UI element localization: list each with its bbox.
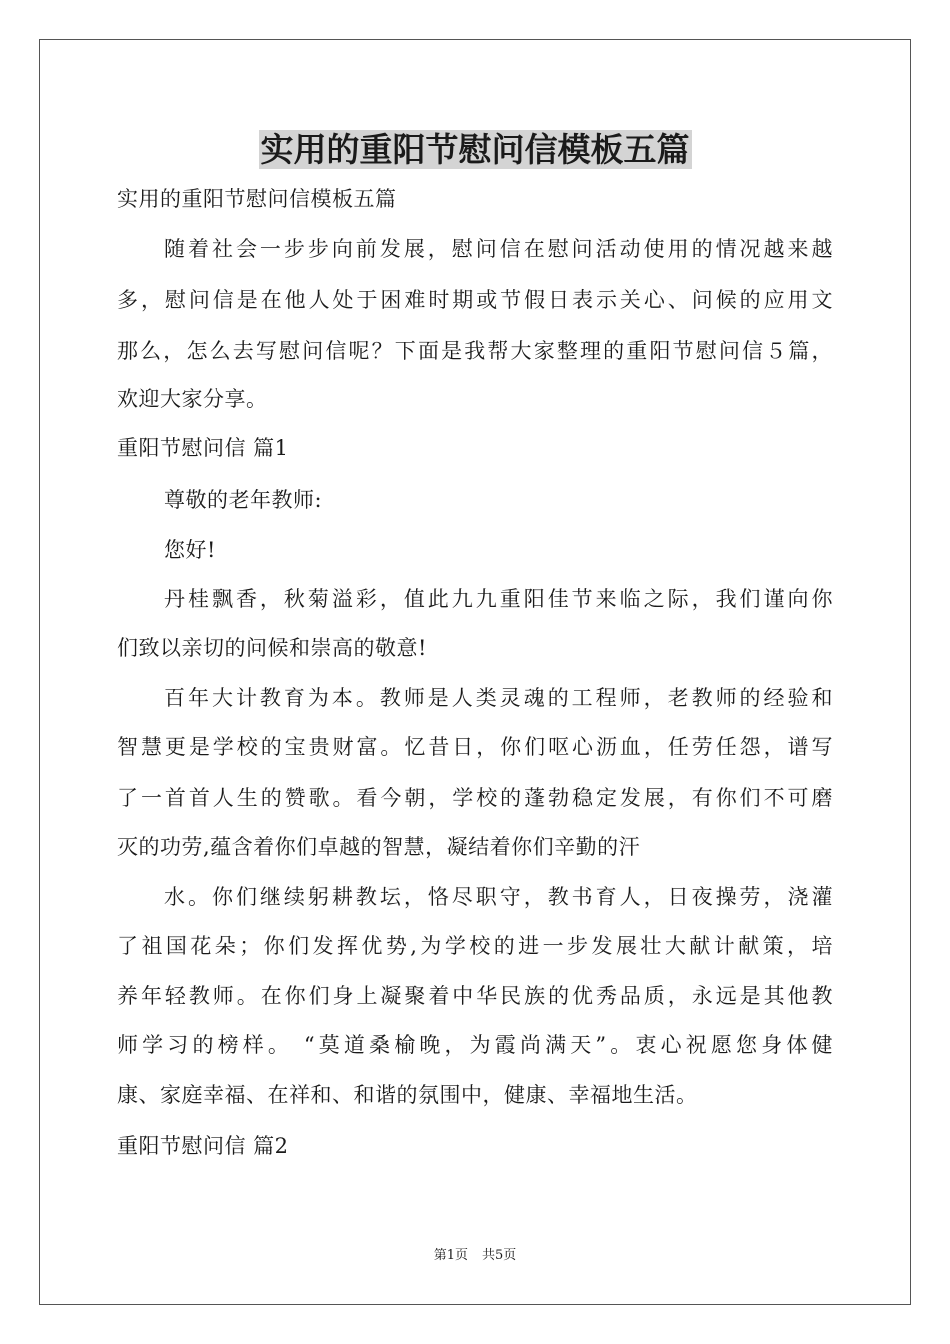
- body-line: 们致以亲切的问候和崇高的敬意!: [117, 636, 427, 660]
- section-heading: 重阳节慰问信 篇2: [117, 1134, 289, 1158]
- salutation: 尊敬的老年教师:: [164, 488, 323, 512]
- page-border: [39, 39, 911, 1305]
- body-line: 康、家庭幸福、在祥和、和谐的氛围中，健康、幸福地生活。: [117, 1083, 698, 1107]
- page-number: 第1页: [433, 1248, 468, 1263]
- body-line: 多，慰问信是在他人处于困难时期或节假日表示关心、问候的应用文: [117, 288, 833, 312]
- body-line: 欢迎大家分享。: [117, 387, 268, 411]
- document-title: 实用的重阳节慰问信模板五篇: [260, 130, 690, 169]
- body-line: 那么，怎么去写慰问信呢？下面是我帮大家整理的重阳节慰问信５篇，: [117, 339, 833, 363]
- body-line: 丹桂飘香，秋菊溢彩，值此九九重阳佳节来临之际，我们谨向你: [164, 587, 833, 611]
- greeting: 您好!: [164, 538, 216, 562]
- body-line: 灭的功劳,蕴含着你们卓越的智慧，凝结着你们辛勤的汗: [117, 835, 641, 859]
- body-line: 水。你们继续躬耕教坛，恪尽职守，教书育人，日夜操劳，浇灌: [164, 885, 833, 909]
- body-line: 随着社会一步步向前发展，慰问信在慰问活动使用的情况越来越: [164, 237, 833, 261]
- body-line: 养年轻教师。在你们身上凝聚着中华民族的优秀品质，永远是其他教: [117, 984, 833, 1008]
- body-line: 百年大计教育为本。教师是人类灵魂的工程师，老教师的经验和: [164, 686, 833, 710]
- body-line: 了祖国花朵；你们发挥优势,为学校的进一步发展壮大献计献策，培: [117, 934, 833, 958]
- page-total: 共5页: [482, 1248, 517, 1263]
- body-line: 了一首首人生的赞歌。看今朝，学校的蓬勃稳定发展，有你们不可磨: [117, 786, 833, 810]
- subtitle-line: 实用的重阳节慰问信模板五篇: [117, 187, 397, 211]
- body-line: 师学习的榜样。 “莫道桑榆晚，为霞尚满天”。衷心祝愿您身体健: [117, 1033, 833, 1057]
- section-heading: 重阳节慰问信 篇1: [117, 436, 289, 460]
- body-line: 智慧更是学校的宝贵财富。忆昔日，你们呕心沥血，任劳任怨，谱写: [117, 735, 833, 759]
- page-footer: [0, 1248, 950, 1264]
